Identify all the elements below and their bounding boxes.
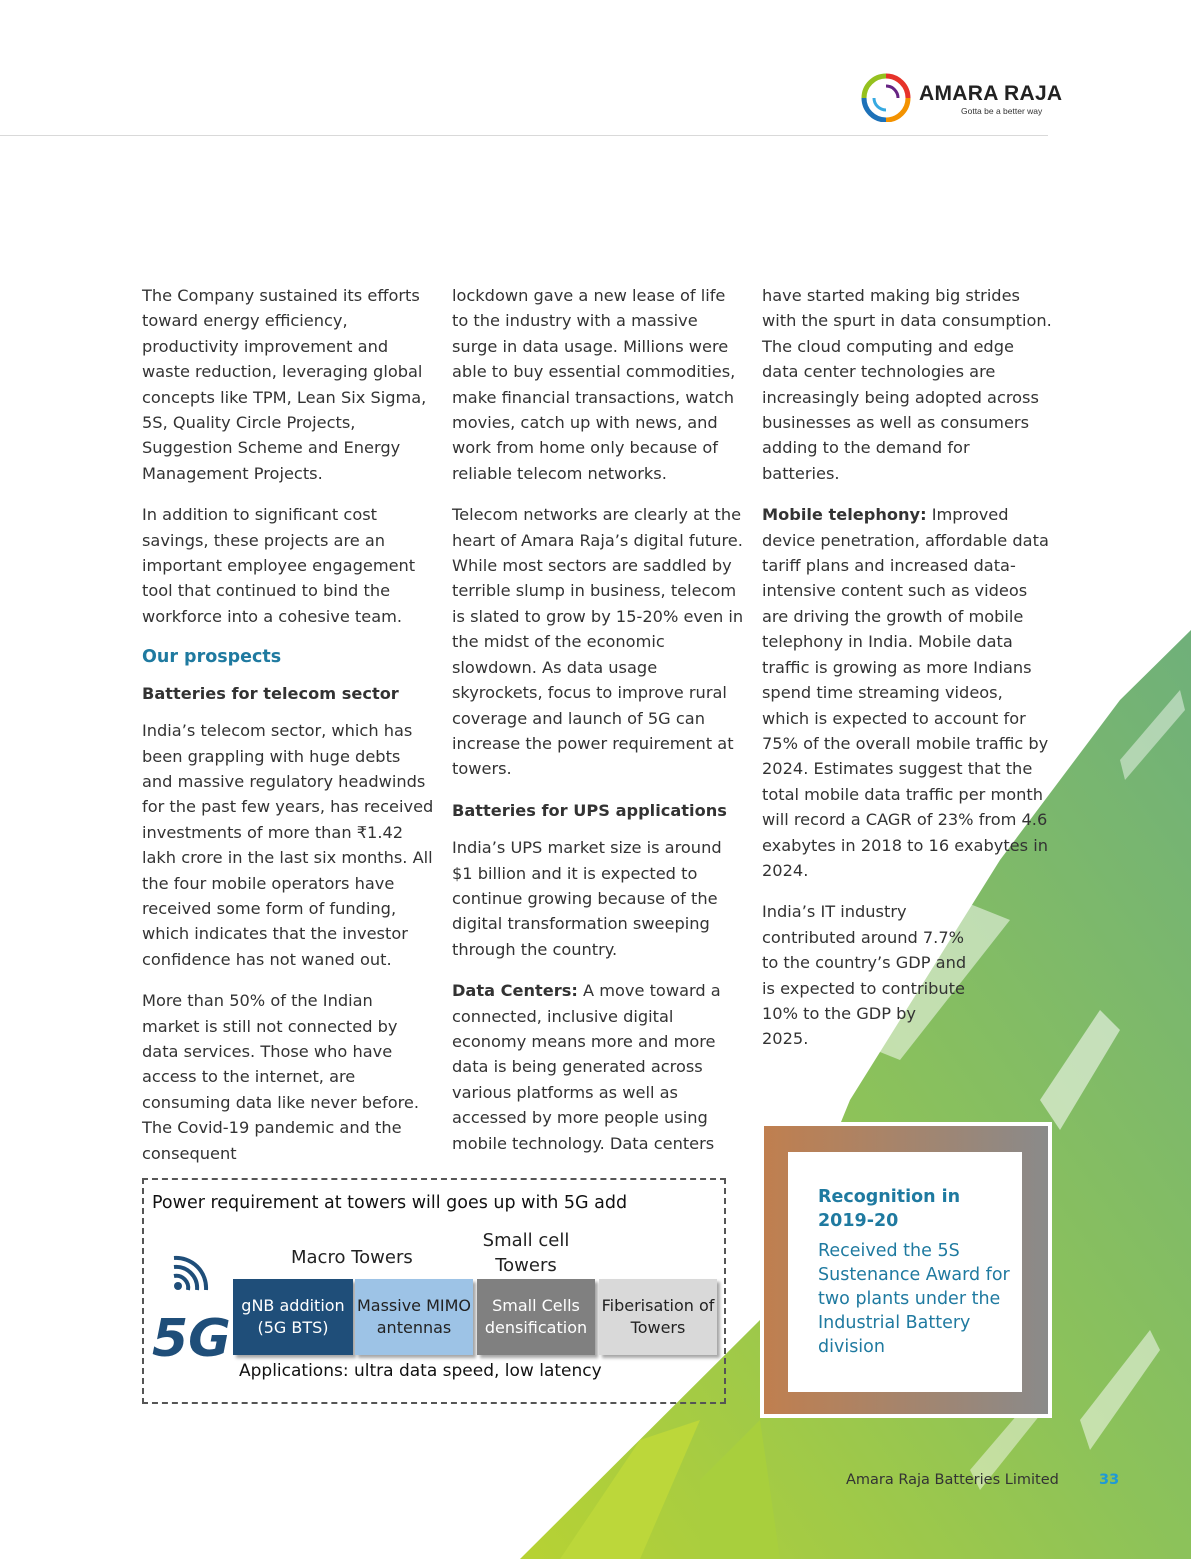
mobile-telephony-text: Improved device penetration, affordable data tariff plans and increased data-intensive content such as videos are driving the growth of mobile telephony in India. Mobile data traffic is growing as more Indians spend time streaming videos, which is expected to account for 75% of the overall mobile traffic by 2024. Estimates suggest that the total mobile data traffic per month will record a CAGR of 23% from 4.6 exabytes in 2018 to 16 exabytes in 2024. [762,505,1049,880]
recognition-box [818,1185,1018,1359]
footer-company-name: Amara Raja Batteries Limited [846,1472,1059,1488]
data-centers-lead: Data Centers: [452,981,578,1001]
paragraph-indian-market: More than 50% of the Indian market is still not connected by data services. Those who have access to the internet, are consuming data like never before. The Covid-19 pandemic and the consequent [142,991,420,1163]
paragraph-it-industry: India’s IT industry contributed around 7.7% to the country’s GDP and is expected to contribute 10% to the GDP by 2025. [762,902,967,1049]
page-number: 33 [1099,1472,1120,1488]
recognition-title: Recognition in 2019-20 [818,1187,961,1231]
data-centers-text: A move toward a connected, inclusive digital economy means more and more data is being generated across various platforms as well as accessed by more people using mobile technology. Data centers [452,981,721,1153]
subheading-ups: Batteries for UPS applications [452,800,727,820]
recognition-body: Received the 5S Sustenance Award for two plants under the Industrial Battery division [818,1241,1010,1357]
macro-towers-label: Macro Towers [291,1247,413,1268]
mobile-telephony-lead: Mobile telephony: [762,505,927,525]
small-cells-box: Small Cells densification [477,1279,595,1355]
section-heading-prospects: Our prospects [142,647,282,668]
small-cell-towers-label: Small cell Towers [482,1230,570,1276]
massive-mimo-box: Massive MIMO antennas [355,1279,473,1355]
header-divider [0,135,1048,136]
paragraph-mobile-telephony [762,502,1052,883]
fiberisation-box: Fiberisation of Towers [599,1279,717,1355]
paragraph-data-consumption: have started making big strides with the spurt in data consumption. The cloud computing and edge data center technologies are increasingly being adopted across businesses as well as consumers adding to the demand for batteries. [762,286,1052,483]
paragraph-ups-market: India’s UPS market size is around $1 billion and it is expected to continue growing because of the digital transformation sweeping through the country. [452,838,722,959]
column-2 [452,283,746,1156]
swirl-logo-icon [858,72,914,122]
logo-tagline: Gotta be a better way [961,106,1043,116]
5g-logo [152,1252,232,1366]
5g-logo-text: 5G [152,1309,231,1362]
paragraph-data-centers [452,978,746,1156]
wifi-signal-icon [152,1252,232,1362]
paragraph-energy-efficiency: The Company sustained its efforts toward energy efficiency, productivity improvement and waste reduction, leveraging global concepts like TPM, Lean Six Sigma, 5S, Quality Circle Projects, Suggestion Scheme and Energy Management Projects. [142,286,427,483]
logo-name: AMARA RAJA [919,82,1063,105]
diagram-title: Power requirement at towers will goes up with 5G add [152,1193,628,1213]
5g-power-diagram [142,1178,726,1404]
column-3 [762,283,1052,1052]
column-1 [142,283,434,1166]
paragraph-lockdown: lockdown gave a new lease of life to the industry with a massive surge in data usage. Millions were able to buy essential commodities, make financial transactions, watch movies, catch up with news, and work from home only because of reliable telecom networks. [452,286,736,483]
company-logo [858,72,1063,122]
paragraph-telecom-sector: India’s telecom sector, which has been grappling with huge debts and massive regulatory headwinds for the past few years, has received investments of more than ₹1.42 lakh crore in the last six months. All the four mobile operators have received some form of funding, which indicates that the investor confidence has not waned out. [142,721,434,969]
subheading-telecom: Batteries for telecom sector [142,683,399,703]
gnb-addition-box: gNB addition (5G BTS) [233,1279,353,1355]
paragraph-telecom-networks: Telecom networks are clearly at the heart of Amara Raja’s digital future. While most sectors are saddled by terrible slump in business, telecom is slated to grow by 15-20% even in the midst of the economic slowdown. As data usage skyrockets, focus to improve rural coverage and launch of 5G can increase the power requirement at towers. [452,505,744,779]
applications-label: Applications: ultra data speed, low latency [239,1361,602,1381]
paragraph-cost-savings: In addition to significant cost savings, these projects are an important employee engagement tool that continued to bind the workforce into a cohesive team. [142,505,416,626]
